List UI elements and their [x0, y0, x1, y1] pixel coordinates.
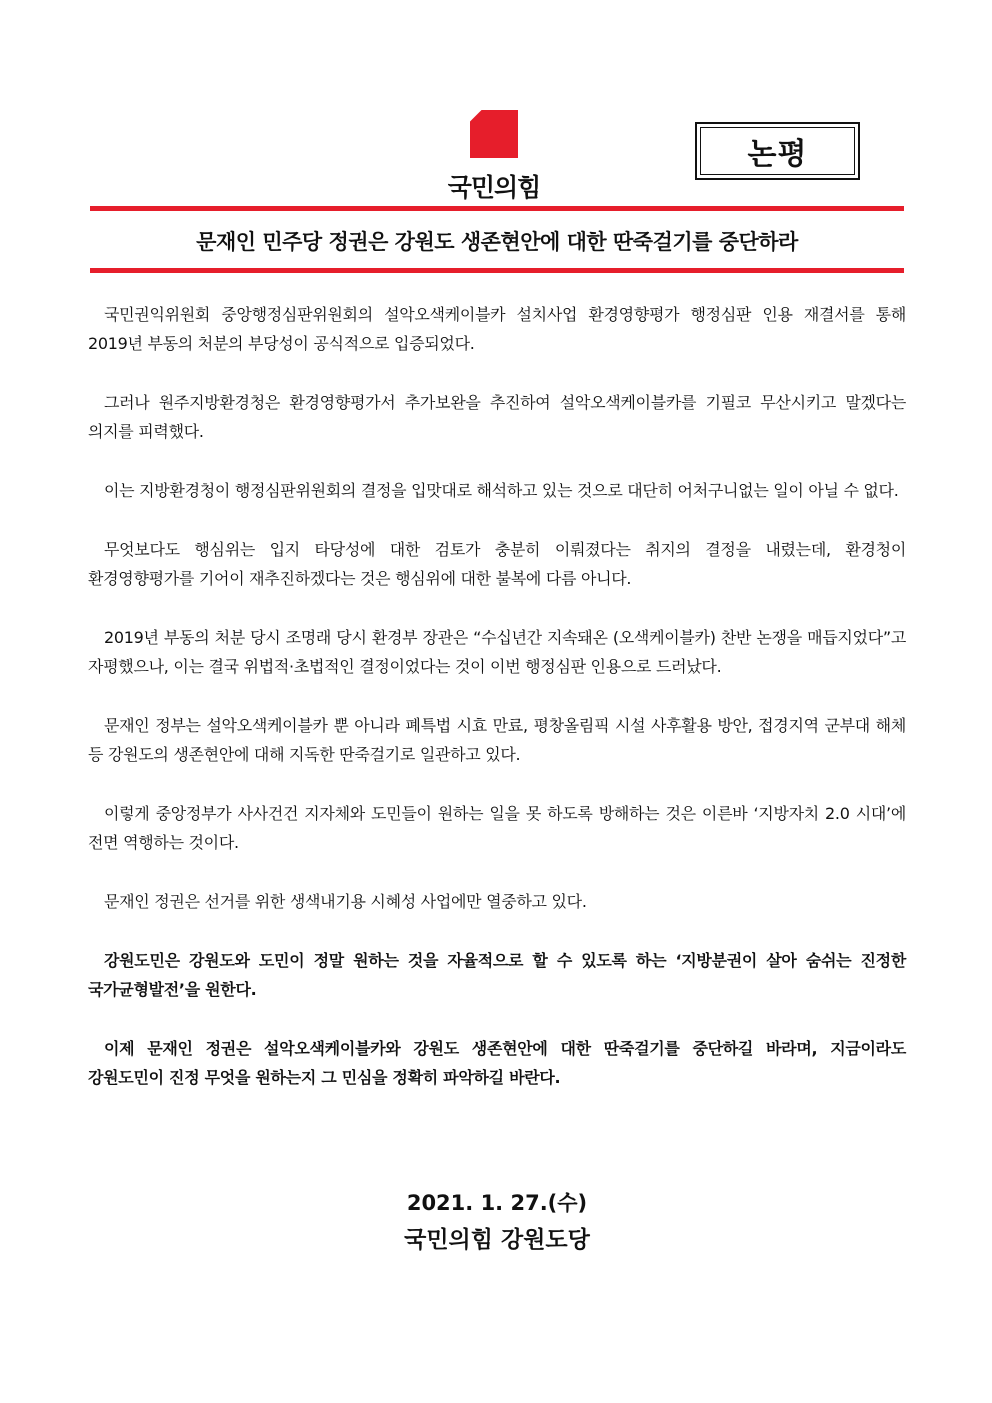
logo-text: 국민의힘 — [447, 173, 541, 202]
paragraph-5: 2019년 부동의 처분 당시 조명래 당시 환경부 장관은 “수십년간 지속돼온 (오색케이블카) 찬반 논쟁을 매듭지었다”고 자평했으나, 이는 결국 위법적·초법적인 결정이었다는 것이 이번 행정심판 인용으로 드러났다. — [88, 628, 906, 676]
paragraph-10: 이제 문재인 정권은 설악오색케이블카와 강원도 생존현안에 대한 딴죽걸기를 중단하길 바라며, 지금이라도 강원도민이 진정 무엇을 원하는지 그 민심을 정확히 파악하길 바란다. — [88, 1039, 906, 1087]
paragraph-2: 그러나 원주지방환경청은 환경영향평가서 추가보완을 추진하여 설악오색케이블카를 기필코 무산시키고 말겠다는 의지를 피력했다. — [88, 393, 906, 441]
headline-top-rule — [90, 206, 904, 211]
document-type-label: 논평 — [747, 137, 808, 172]
paragraph-3: 이는 지방환경청이 행정심판위원회의 결정을 입맛대로 해석하고 있는 것으로 대단히 어처구니없는 일이 아닐 수 없다. — [104, 481, 899, 500]
paragraph-7: 이렇게 중앙정부가 사사건건 지자체와 도민들이 원하는 일을 못 하도록 방해하는 것은 이른바 ‘지방자치 2.0 시대’에 전면 역행하는 것이다. — [88, 804, 906, 852]
headline-bottom-rule — [90, 268, 904, 273]
paragraph-9: 강원도민은 강원도와 도민이 정말 원하는 것을 자율적으로 할 수 있도록 하는 ‘지방분권이 살아 숨쉬는 진정한 국가균형발전’을 원한다. — [88, 951, 906, 999]
document-type-box — [695, 122, 860, 180]
paragraph-6: 문재인 정부는 설악오색케이블카 뿐 아니라 폐특법 시효 만료, 평창올림픽 시설 사후활용 방안, 접경지역 군부대 해체 등 강원도의 생존현안에 대해 지독한 딴죽걸기로 일관하고 있다. — [88, 716, 906, 764]
party-logo-icon — [470, 110, 518, 158]
signature-block — [90, 1186, 904, 1260]
party-logo — [436, 110, 552, 206]
issue-date: 2021. 1. 27.(수) — [406, 1191, 588, 1215]
paragraph-8: 문재인 정권은 선거를 위한 생색내기용 시혜성 사업에만 열중하고 있다. — [104, 892, 587, 911]
paragraph-1: 국민권익위원회 중앙행정심판위원회의 설악오색케이블카 설치사업 환경영향평가 행정심판 인용 재결서를 통해 2019년 부동의 처분의 부당성이 공식적으로 입증되었다. — [88, 305, 906, 353]
issuing-organization: 국민의힘 강원도당 — [404, 1227, 590, 1253]
paragraph-4: 무엇보다도 행심위는 입지 타당성에 대한 검토가 충분히 이뤄졌다는 취지의 결정을 내렸는데, 환경청이 환경영향평가를 기어이 재추진하겠다는 것은 행심위에 대한 불복에 다름 아니다. — [88, 540, 906, 588]
body-text — [88, 300, 906, 1122]
headline: 문재인 민주당 정권은 강원도 생존현안에 대한 딴죽걸기를 중단하라 — [196, 230, 798, 254]
